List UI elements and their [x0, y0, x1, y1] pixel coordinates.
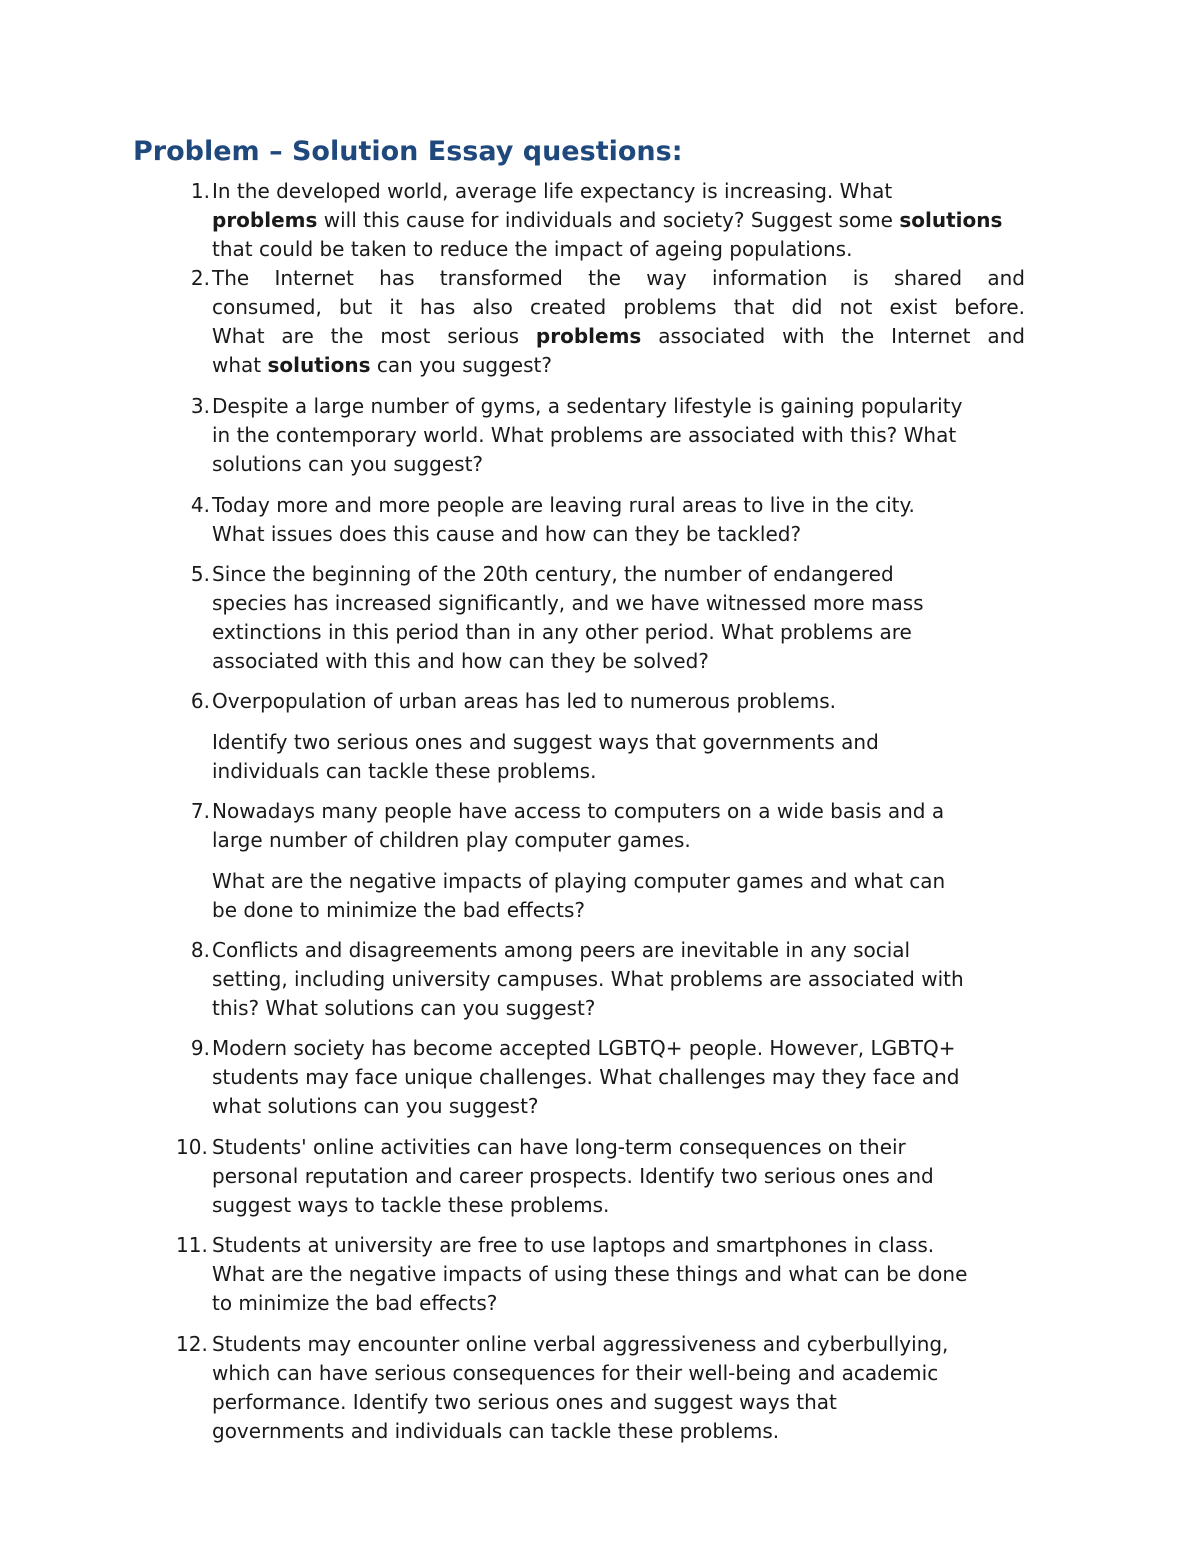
question-text [212, 264, 1025, 380]
question-text [212, 392, 1025, 479]
question-text [212, 177, 1025, 264]
question-line: governments and individuals can tackle these problems. [212, 1419, 780, 1443]
question-text [212, 687, 1025, 716]
question-line: setting, including university campuses. What problems are associated with [212, 967, 964, 991]
question-line: Conflicts and disagreements among peers are inevitable in any social [212, 938, 911, 962]
question-number: 9. [190, 1036, 210, 1060]
question-line: to minimize the bad effects? [212, 1291, 498, 1315]
question-number: 4. [190, 493, 210, 517]
question-line: Today more and more people are leaving rural areas to live in the city. [212, 493, 915, 517]
question-line: Nowadays many people have access to computers on a wide basis and a [212, 799, 945, 823]
question-line: species has increased significantly, and we have witnessed more mass [212, 591, 924, 615]
question-line: performance. Identify two serious ones and suggest ways that [212, 1390, 837, 1414]
question-line: individuals can tackle these problems. [212, 759, 597, 783]
question-number: 3. [190, 394, 210, 418]
question-subparagraph [212, 728, 1025, 786]
question-line: students may face unique challenges. What challenges may they face and [212, 1065, 960, 1089]
question-line: in the contemporary world. What problems are associated with this? What [212, 423, 957, 447]
question-number: 12. [176, 1332, 208, 1356]
question-line: Overpopulation of urban areas has led to numerous problems. [212, 689, 836, 713]
question-number: 10. [176, 1135, 208, 1159]
question-line: this? What solutions can you suggest? [212, 996, 596, 1020]
question-line: extinctions in this period than in any other period. What problems are [212, 620, 912, 644]
question-line: Modern society has become accepted LGBTQ+ people. However, LGBTQ+ [212, 1036, 956, 1060]
question-line: What issues does this cause and how can they be tackled? [212, 522, 802, 546]
question-line: What are the negative impacts of using these things and what can be done [212, 1262, 968, 1286]
question-line: be done to minimize the bad effects? [212, 898, 585, 922]
question-line: Students at university are free to use laptops and smartphones in class. [212, 1233, 935, 1257]
question-number: 1. [190, 179, 210, 203]
question-number: 6. [190, 689, 210, 713]
question-number: 8. [190, 938, 210, 962]
question-text [212, 1034, 1025, 1121]
question-line: Students may encounter online verbal aggressiveness and cyberbullying, [212, 1332, 949, 1356]
question-line: what solutions can you suggest? [212, 353, 552, 377]
question-line: which can have serious consequences for their well-being and academic [212, 1361, 939, 1385]
question-line: associated with this and how can they be solved? [212, 649, 709, 673]
question-line: Since the beginning of the 20th century, the number of endangered [212, 562, 894, 586]
question-number: 2. [190, 266, 210, 290]
question-line: consumed, but it has also created problems that did not exist before. [212, 295, 1025, 319]
question-number: 5. [190, 562, 210, 586]
question-line: personal reputation and career prospects. Identify two serious ones and [212, 1164, 934, 1188]
page-title: Problem – Solution Essay questions: [133, 136, 683, 167]
question-line: In the developed world, average life expectancy is increasing. What [212, 179, 893, 203]
question-number: 11. [176, 1233, 208, 1257]
question-text [212, 936, 1025, 1023]
question-line: Identify two serious ones and suggest ways that governments and [212, 730, 879, 754]
question-line: Students' online activities can have long-term consequences on their [212, 1135, 906, 1159]
question-text [212, 1133, 1025, 1220]
question-line: Despite a large number of gyms, a sedentary lifestyle is gaining popularity [212, 394, 963, 418]
question-line: What are the most serious problems associated with the Internet and [212, 324, 1025, 348]
question-line: that could be taken to reduce the impact of ageing populations. [212, 237, 853, 261]
question-text [212, 560, 1025, 676]
question-text [212, 491, 1025, 549]
question-line: The Internet has transformed the way information is shared and [212, 266, 1025, 290]
question-number: 7. [190, 799, 210, 823]
question-line: large number of children play computer games. [212, 828, 691, 852]
question-line: what solutions can you suggest? [212, 1094, 539, 1118]
question-line: problems will this cause for individuals and society? Suggest some solutions [212, 208, 1003, 232]
question-text [212, 1330, 1025, 1446]
question-line: suggest ways to tackle these problems. [212, 1193, 610, 1217]
question-text [212, 797, 1025, 855]
question-line: What are the negative impacts of playing computer games and what can [212, 869, 946, 893]
question-text [212, 1231, 1025, 1318]
question-subparagraph [212, 867, 1025, 925]
question-line: solutions can you suggest? [212, 452, 484, 476]
